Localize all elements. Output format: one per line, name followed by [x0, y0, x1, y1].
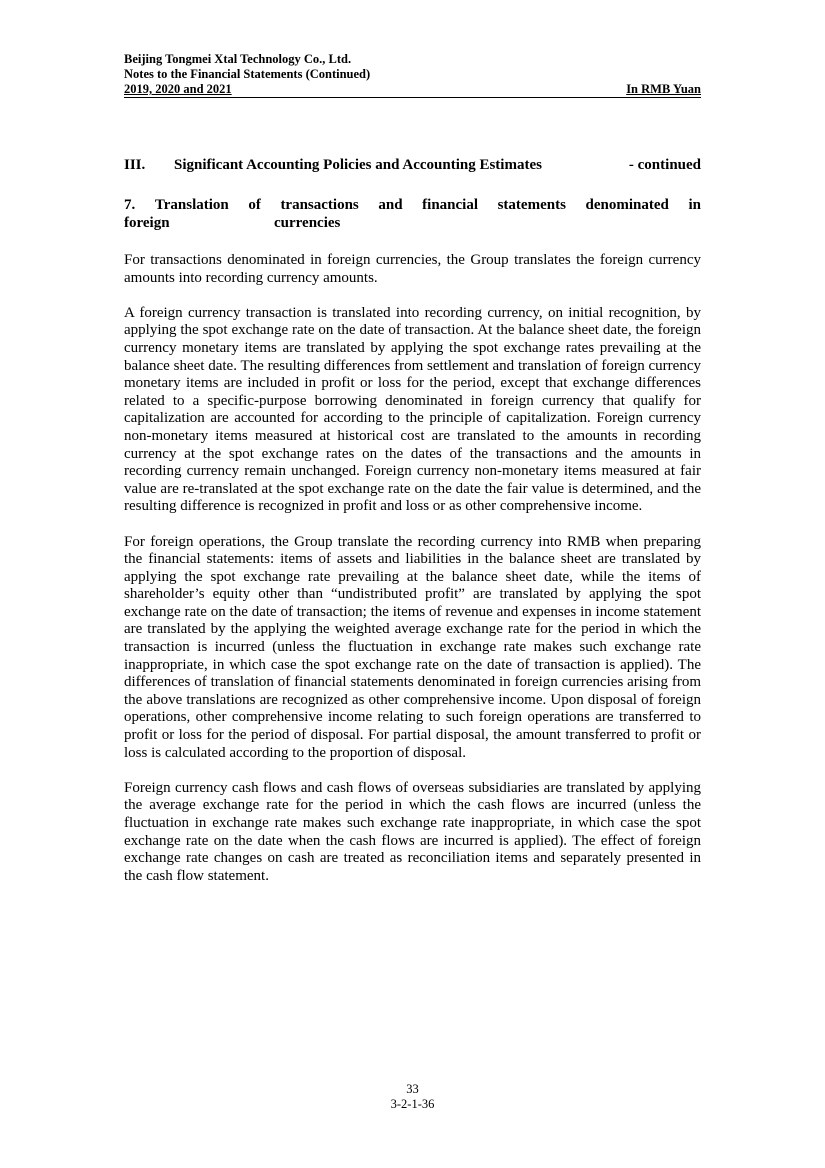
paragraph: A foreign currency transaction is translated into recording currency, on initial recognition, by applying the spot exchange rate on the date of transaction. At the balance sheet date, the foreign currency monetary items are translated by applying the spot exchange rates prevailing at the balance sheet date. The resulting differences from settlement and translation of foreign currency monetary items are included in profit or loss for the period, except that exchange differences related to a specific-purpose borrowing denominated in foreign currency that qualify for capitalization are accounted for according to the principle of capitalization. Foreign currency non-monetary items measured at historical cost are translated to the amounts in recording currency at the spot exchange rates on the dates of the transactions and the amounts in recording currency remain unchanged. Foreign currency non-monetary items measured at fair value are re-translated at the spot exchange rate on the date the fair value is determined, and the resulting difference is recognized in profit and loss or as other comprehensive income.	[124, 304, 701, 515]
paragraph: For foreign operations, the Group translate the recording currency into RMB when preparing the financial statements: items of assets and liabilities in the balance sheet are translated by applying the spot exchange rate prevailing at the balance sheet date, while the items of shareholder’s equity other than “undistributed profit” are translated by applying the spot exchange rate on the date of transaction; the items of revenue and expenses in income statement are translated by the applying the weighted average exchange rate for the period in which the transaction is incurred (unless the fluctuation in exchange rate makes such exchange rate inappropriate, in which case the spot exchange rate on the date of transaction is applied). The differences of translation of financial statements denominated in foreign currencies arising from the above translations are recognized as other comprehensive income. Upon disposal of foreign operations, other comprehensive income relating to such foreign operations are transferred to profit or loss for the period of disposal. For partial disposal, the amount transferred to profit or loss is calculated according to the proportion of disposal.	[124, 533, 701, 761]
subsection-number: 7.	[124, 197, 136, 213]
subsection-word: currencies	[274, 215, 341, 231]
body-text	[124, 252, 701, 903]
page-footer	[124, 1082, 701, 1112]
subsection-title-line-1	[124, 196, 701, 214]
page-number: 33	[406, 1082, 419, 1096]
subsection-word: denominated	[585, 197, 669, 213]
reporting-years: 2019, 2020 and 2021	[124, 82, 232, 96]
header-period-line	[124, 82, 701, 98]
paragraph: For transactions denominated in foreign currencies, the Group translates the foreign currency amounts into recording currency amounts.	[124, 252, 701, 286]
subsection-word: Translation	[154, 197, 229, 213]
subsection-word: financial	[422, 197, 478, 213]
subsection-word: and	[378, 197, 403, 213]
subsection-word: foreign	[124, 215, 170, 231]
notes-title: Notes to the Financial Statements (Continued)	[124, 67, 371, 81]
page-header	[124, 52, 701, 98]
paragraph: Foreign currency cash flows and cash flows of overseas subsidiaries are translated by applying the average exchange rate for the period in which the cash flows are incurred (unless the fluctuation in exchange rate makes such exchange rate inappropriate, in which case the spot exchange rate on the date when the cash flows are incurred is applied). The effect of foreign exchange rate changes on cash are treated as reconciliation items and separately presented in the cash flow statement.	[124, 779, 701, 884]
subsection-word: of	[248, 197, 261, 213]
currency-unit: In RMB Yuan	[626, 82, 701, 96]
subsection-heading	[124, 196, 701, 232]
subsection-title-line-2	[124, 214, 701, 232]
subsection-word: statements	[497, 197, 566, 213]
section-continued: - continued	[628, 157, 701, 173]
section-title: Significant Accounting Policies and Accounting Estimates	[174, 157, 542, 173]
document-reference: 3-2-1-36	[390, 1097, 435, 1111]
section-heading	[124, 156, 701, 174]
section-number: III.	[124, 157, 146, 173]
subsection-word: transactions	[280, 197, 359, 213]
subsection-word: in	[688, 197, 701, 213]
company-name: Beijing Tongmei Xtal Technology Co., Ltd.	[124, 52, 352, 66]
document-page	[124, 0, 701, 1168]
